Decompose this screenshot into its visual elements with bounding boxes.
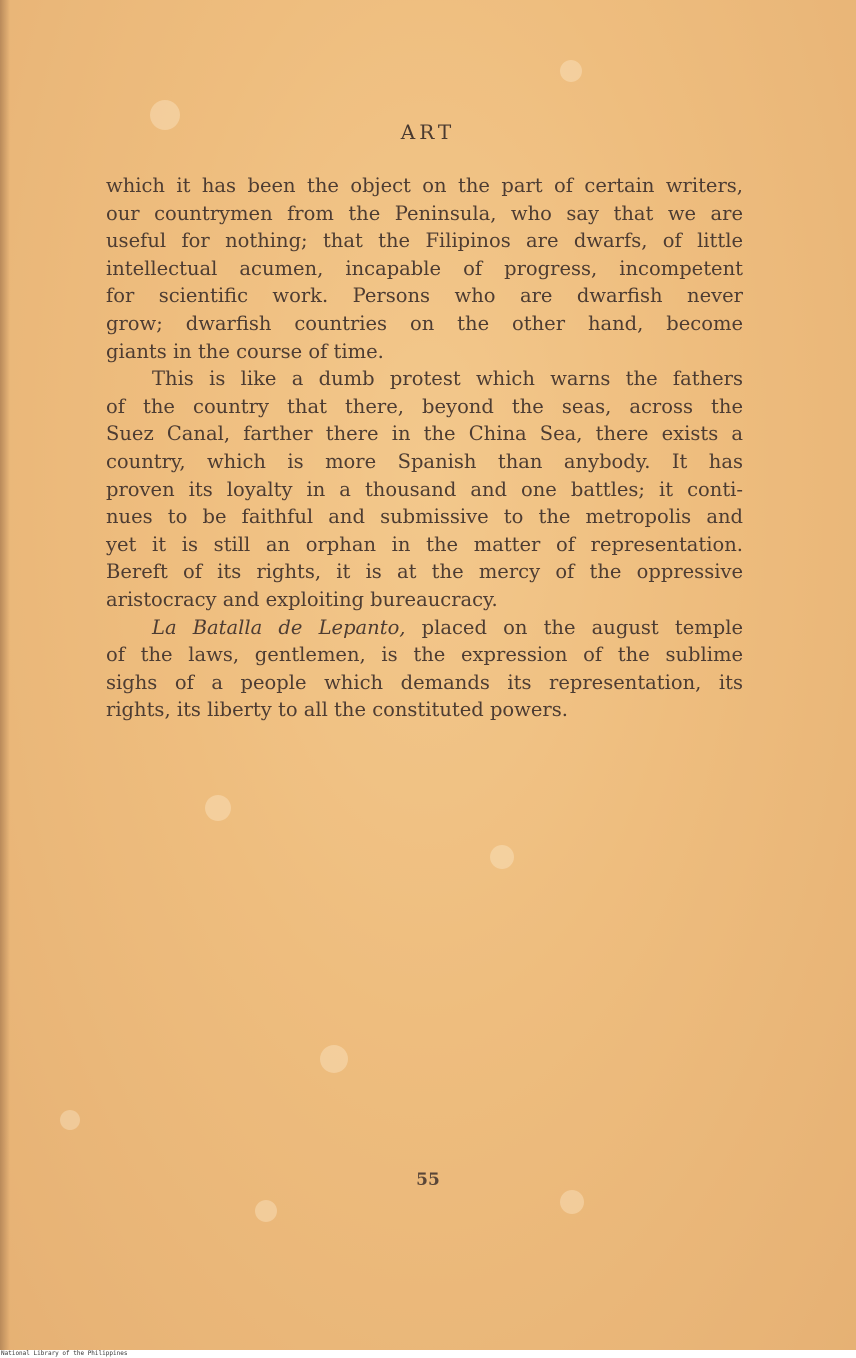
running-head: ART <box>400 120 456 144</box>
text-line: for scientific work. Persons who are dwarfish never <box>106 284 743 308</box>
text-line: of the country that there, beyond the seas, across the <box>106 394 743 418</box>
text-line: Suez Canal, farther there in the China Sea, there exists a <box>106 422 743 446</box>
text-line: yet it is still an orphan in the matter of representation. <box>106 532 743 556</box>
paragraph-3 <box>106 614 743 724</box>
paper-speck <box>205 795 231 821</box>
paragraph-1 <box>106 172 743 365</box>
text-line: our countrymen from the Peninsula, who say that we are <box>106 201 743 225</box>
paper-speck <box>255 1200 277 1222</box>
text-line: intellectual acumen, incapable of progress, incompetent <box>106 256 743 280</box>
text-line: This is like a dumb protest which warns the fathers <box>152 367 743 391</box>
body-text <box>106 172 743 724</box>
library-watermark: National Library of the Philippines <box>1 1350 128 1357</box>
work-title: La Batalla de Lepanto, <box>152 615 406 639</box>
footer-strip <box>0 1350 856 1358</box>
text-line: rights, its liberty to all the constituted powers. <box>106 698 568 722</box>
page-number: 55 <box>416 1170 440 1190</box>
paragraph-2 <box>106 365 743 613</box>
text-line: aristocracy and exploiting bureaucracy. <box>106 587 498 611</box>
paper-speck <box>560 60 582 82</box>
paper-speck <box>60 1110 80 1130</box>
paper-speck <box>320 1045 348 1073</box>
text-line <box>106 614 743 642</box>
text-run: placed on the august temple <box>405 615 744 639</box>
text-line: proven its loyalty in a thousand and one battles; it conti- <box>106 477 743 501</box>
text-line: nues to be faithful and submissive to the metropolis and <box>106 505 743 529</box>
text-line: of the laws, gentlemen, is the expression of the sublime <box>106 643 743 667</box>
paper-speck <box>490 845 514 869</box>
text-line: grow; dwarfish countries on the other hand, become <box>106 311 743 335</box>
text-line: which it has been the object on the part of certain writers, <box>106 174 743 197</box>
text-line: giants in the course of time. <box>106 339 384 363</box>
text-line: useful for nothing; that the Filipinos are dwarfs, of little <box>106 229 743 253</box>
paper-speck <box>560 1190 584 1214</box>
text-line: country, which is more Spanish than anybody. It has <box>106 449 743 473</box>
text-line: sighs of a people which demands its representation, its <box>106 670 743 694</box>
text-line: Bereft of its rights, it is at the mercy of the oppressive <box>106 560 743 584</box>
